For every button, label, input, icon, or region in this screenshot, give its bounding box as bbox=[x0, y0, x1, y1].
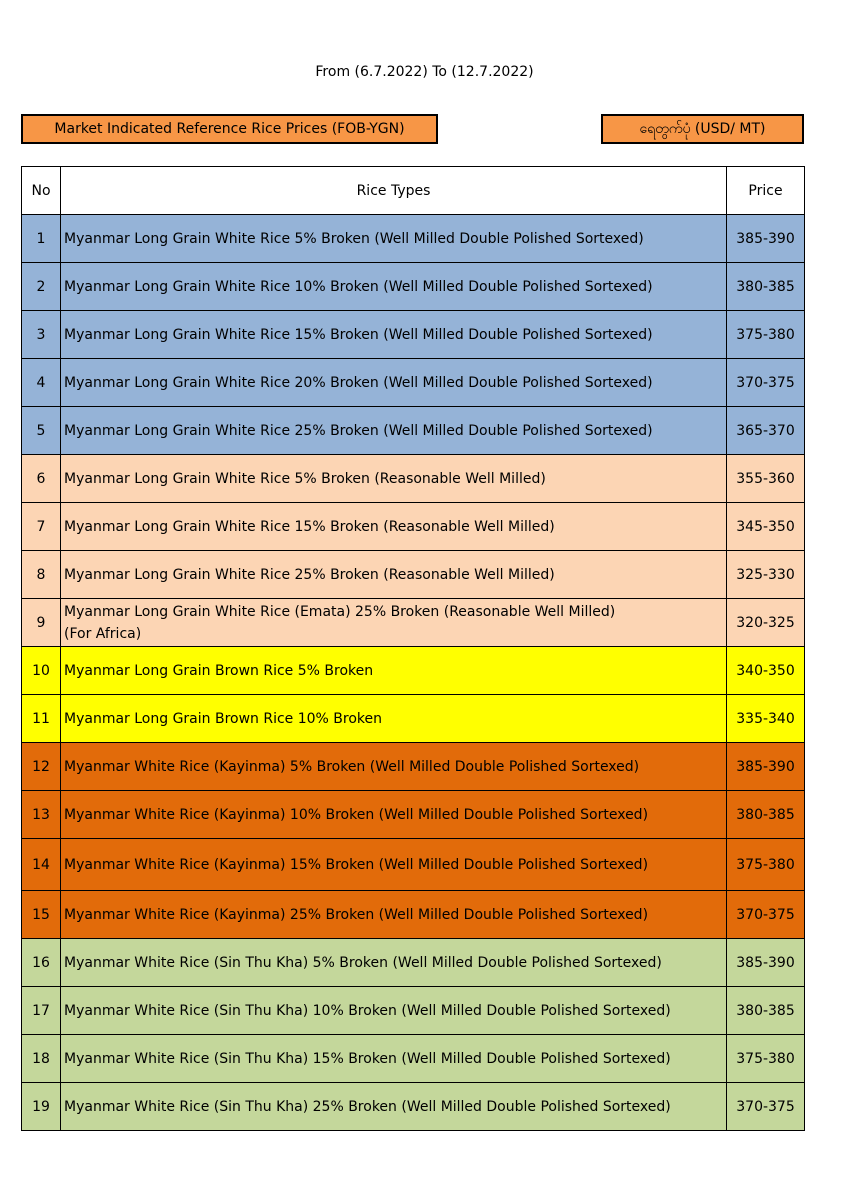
price: 380-385 bbox=[727, 263, 805, 311]
price: 325-330 bbox=[727, 551, 805, 599]
table-row bbox=[22, 695, 805, 743]
rice-type: Myanmar Long Grain White Rice 25% Broken (Well Milled Double Polished Sortexed) bbox=[61, 407, 727, 455]
row-number: 19 bbox=[22, 1083, 61, 1131]
rice-type: Myanmar Long Grain Brown Rice 5% Broken bbox=[61, 647, 727, 695]
table-row bbox=[22, 263, 805, 311]
rice-type: Myanmar Long Grain White Rice 15% Broken (Well Milled Double Polished Sortexed) bbox=[61, 311, 727, 359]
rice-type: Myanmar White Rice (Kayinma) 25% Broken (Well Milled Double Polished Sortexed) bbox=[61, 891, 727, 939]
row-number: 6 bbox=[22, 455, 61, 503]
row-number: 11 bbox=[22, 695, 61, 743]
price: 345-350 bbox=[727, 503, 805, 551]
table-row bbox=[22, 743, 805, 791]
row-number: 2 bbox=[22, 263, 61, 311]
row-number: 12 bbox=[22, 743, 61, 791]
date-range: From (6.7.2022) To (12.7.2022) bbox=[315, 64, 534, 80]
table-row bbox=[22, 647, 805, 695]
rice-type: Myanmar White Rice (Sin Thu Kha) 10% Broken (Well Milled Double Polished Sortexed) bbox=[61, 987, 727, 1035]
market-reference-label: Market Indicated Reference Rice Prices (FOB-YGN) bbox=[21, 114, 438, 144]
table-header-row bbox=[22, 167, 805, 215]
row-number: 1 bbox=[22, 215, 61, 263]
row-number: 17 bbox=[22, 987, 61, 1035]
row-number: 15 bbox=[22, 891, 61, 939]
price: 380-385 bbox=[727, 791, 805, 839]
row-number: 14 bbox=[22, 839, 61, 891]
row-number: 10 bbox=[22, 647, 61, 695]
rice-type: Myanmar White Rice (Kayinma) 10% Broken (Well Milled Double Polished Sortexed) bbox=[61, 791, 727, 839]
unit-label: ရေတွက်ပုံ (USD/ MT) bbox=[601, 114, 804, 144]
price: 370-375 bbox=[727, 891, 805, 939]
price: 370-375 bbox=[727, 359, 805, 407]
row-number: 13 bbox=[22, 791, 61, 839]
table-row bbox=[22, 551, 805, 599]
price: 340-350 bbox=[727, 647, 805, 695]
row-number: 4 bbox=[22, 359, 61, 407]
row-number: 16 bbox=[22, 939, 61, 987]
rice-type-line-2: (For Africa) bbox=[64, 625, 142, 642]
table-row bbox=[22, 839, 805, 891]
rice-type bbox=[61, 599, 727, 647]
column-header-price: Price bbox=[727, 167, 805, 215]
row-number: 9 bbox=[22, 599, 61, 647]
table-row bbox=[22, 939, 805, 987]
price: 385-390 bbox=[727, 939, 805, 987]
price: 375-380 bbox=[727, 1035, 805, 1083]
row-number: 8 bbox=[22, 551, 61, 599]
table-row bbox=[22, 987, 805, 1035]
price: 355-360 bbox=[727, 455, 805, 503]
rice-type: Myanmar Long Grain White Rice 5% Broken (Well Milled Double Polished Sortexed) bbox=[61, 215, 727, 263]
column-header-no: No bbox=[22, 167, 61, 215]
table-row bbox=[22, 1035, 805, 1083]
rice-type: Myanmar Long Grain White Rice 25% Broken (Reasonable Well Milled) bbox=[61, 551, 727, 599]
table-row bbox=[22, 599, 805, 647]
table-row bbox=[22, 311, 805, 359]
rice-type: Myanmar Long Grain White Rice 15% Broken (Reasonable Well Milled) bbox=[61, 503, 727, 551]
rice-type: Myanmar White Rice (Kayinma) 5% Broken (Well Milled Double Polished Sortexed) bbox=[61, 743, 727, 791]
table-row bbox=[22, 503, 805, 551]
price: 375-380 bbox=[727, 839, 805, 891]
rice-type: Myanmar White Rice (Kayinma) 15% Broken (Well Milled Double Polished Sortexed) bbox=[61, 839, 727, 891]
table-row bbox=[22, 1083, 805, 1131]
table-row bbox=[22, 791, 805, 839]
table-row bbox=[22, 455, 805, 503]
rice-type-line-1: Myanmar Long Grain White Rice (Emata) 25% Broken (Reasonable Well Milled) bbox=[64, 603, 616, 620]
price: 370-375 bbox=[727, 1083, 805, 1131]
price: 380-385 bbox=[727, 987, 805, 1035]
table-row bbox=[22, 359, 805, 407]
rice-type: Myanmar Long Grain White Rice 10% Broken (Well Milled Double Polished Sortexed) bbox=[61, 263, 727, 311]
rice-type: Myanmar White Rice (Sin Thu Kha) 5% Broken (Well Milled Double Polished Sortexed) bbox=[61, 939, 727, 987]
column-header-rice-types: Rice Types bbox=[61, 167, 727, 215]
rice-type: Myanmar Long Grain White Rice 5% Broken (Reasonable Well Milled) bbox=[61, 455, 727, 503]
rice-type: Myanmar Long Grain Brown Rice 10% Broken bbox=[61, 695, 727, 743]
table-row bbox=[22, 215, 805, 263]
price: 365-370 bbox=[727, 407, 805, 455]
price: 320-325 bbox=[727, 599, 805, 647]
table-row bbox=[22, 891, 805, 939]
table-row bbox=[22, 407, 805, 455]
row-number: 7 bbox=[22, 503, 61, 551]
row-number: 18 bbox=[22, 1035, 61, 1083]
rice-type: Myanmar Long Grain White Rice 20% Broken (Well Milled Double Polished Sortexed) bbox=[61, 359, 727, 407]
price: 375-380 bbox=[727, 311, 805, 359]
price: 335-340 bbox=[727, 695, 805, 743]
row-number: 5 bbox=[22, 407, 61, 455]
price: 385-390 bbox=[727, 743, 805, 791]
rice-type: Myanmar White Rice (Sin Thu Kha) 15% Broken (Well Milled Double Polished Sortexed) bbox=[61, 1035, 727, 1083]
rice-type: Myanmar White Rice (Sin Thu Kha) 25% Broken (Well Milled Double Polished Sortexed) bbox=[61, 1083, 727, 1131]
row-number: 3 bbox=[22, 311, 61, 359]
price: 385-390 bbox=[727, 215, 805, 263]
rice-price-table bbox=[21, 166, 805, 1131]
